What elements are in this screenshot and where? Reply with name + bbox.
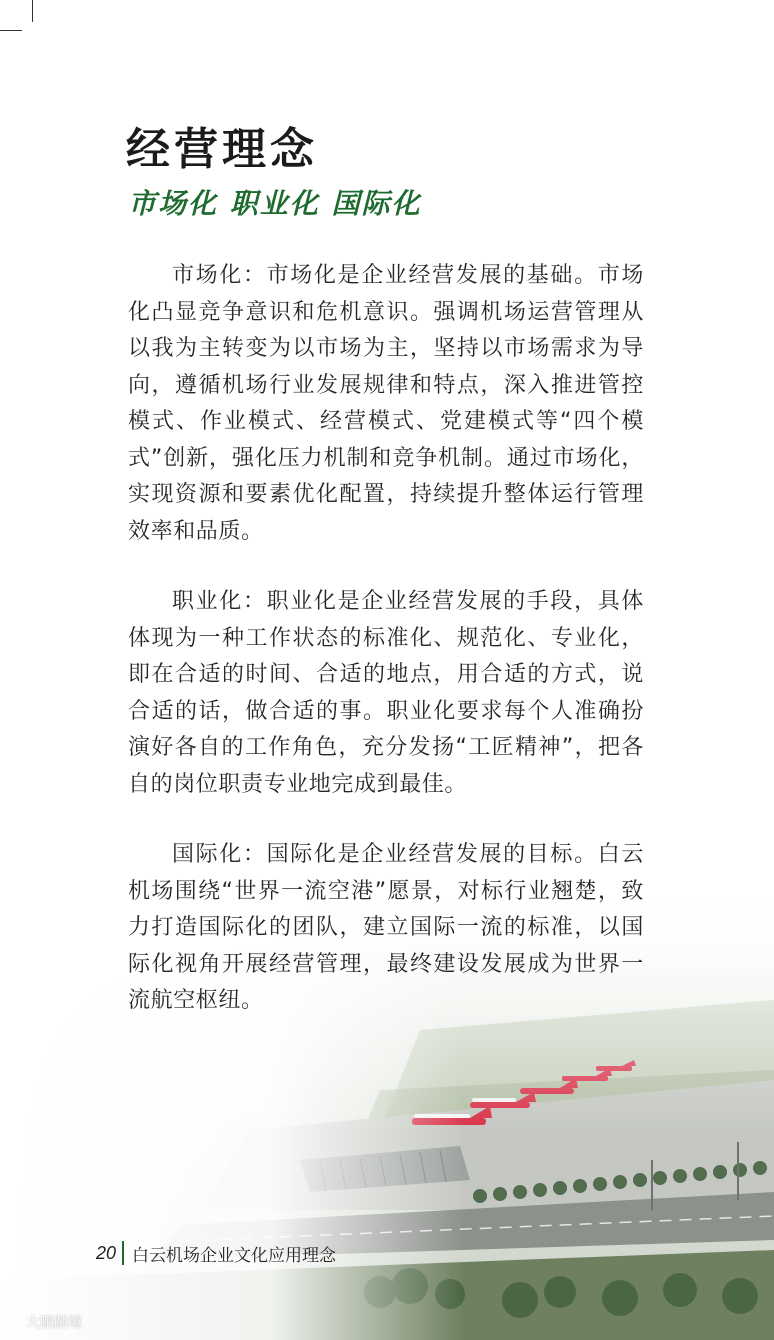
watermark-text: 大鹏踏境 [26, 1315, 82, 1331]
crop-mark-vertical [32, 0, 33, 22]
body-text [128, 258, 644, 1054]
page-number: 20 [96, 1242, 117, 1263]
watermark [4, 1312, 82, 1332]
page-footer [96, 1238, 336, 1268]
paragraph-marketization: 市场化：市场化是企业经营发展的基础。市场化凸显竞争意识和危机意识。强调机场运营管理从以我为主转变为以市场为主，坚持以市场需求为导向，遵循机场行业发展规律和特点，深入推进管控模式、作业模式、经营模式、党建模式等“四个模式”创新，强化压力机制和竞争机制。通过市场化，实现资源和要素优化配置，持续提升整体运行管理效率和品质。 [128, 263, 644, 544]
paragraph-professionalization: 职业化：职业化是企业经营发展的手段，具体体现为一种工作状态的标准化、规范化、专业化，即在合适的时间、合适的地点，用合适的方式，说合适的话，做合适的事。职业化要求每个人准确扮演好各自的工作角色，充分发扬“工匠精神”，把各自的岗位职责专业地完成到最佳。 [128, 589, 644, 797]
camera-logo-icon [4, 1315, 22, 1329]
footer-divider [122, 1241, 124, 1265]
footer-book-title: 白云机场企业文化应用理念 [132, 1245, 337, 1266]
paragraph-internationalization: 国际化：国际化是企业经营发展的目标。白云机场围绕“世界一流空港”愿景，对标行业翘楚，致力打造国际化的团队，建立国际一流的标准，以国际化视角开展经营管理，最终建设发展成为世界一流航空枢纽。 [128, 842, 644, 1013]
page-title: 经营理念 [126, 124, 318, 175]
page-subtitle: 市场化 职业化 国际化 [128, 187, 422, 220]
crop-mark-horizontal [0, 30, 22, 31]
